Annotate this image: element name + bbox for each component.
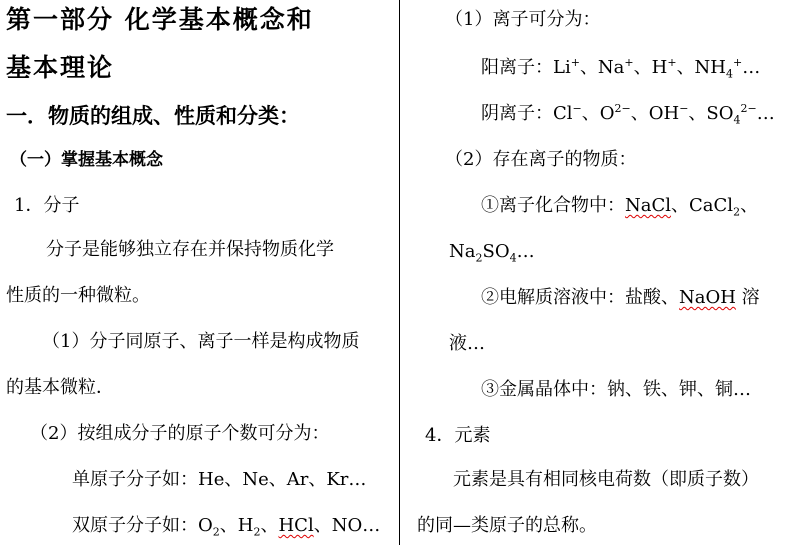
part-title-line-2: 基本理论 [6,53,115,82]
paragraph-line: 性质的一种微粒。 [6,285,150,306]
part-title-line-1: 第一部分 化学基本概念和 [6,5,314,34]
ionic-compounds-continued: $Na_2SO_4\dots$ [449,241,535,265]
ionic-compounds-line: ①离子化合物中：NaCl、CaCl$_2$、 [481,195,759,219]
ion-classification-heading: （1）离子可分为： [445,9,601,30]
paragraph-line: 元素是具有相同核电荷数（即质子数） [453,469,759,490]
column-divider [399,0,400,545]
paragraph-line: 分子是能够独立存在并保持物质化学 [46,239,334,260]
metal-crystal-line: ③金属晶体中：钠、铁、钾、铜… [481,379,751,400]
section-heading: 一．物质的组成、性质和分类： [6,103,300,128]
item-heading-molecule: 1．分子 [14,195,80,216]
anion-examples: 阴离子：Cl−、$O^{2-}$、OH−、$SO_4^{2-}\dots$ [481,102,775,127]
item-heading-element: 4．元素 [425,425,491,446]
electrolyte-solution-line: ②电解质溶液中：盐酸、NaOH 溶 [481,287,760,308]
ionic-substances-heading: （2）存在离子的物质： [445,149,637,170]
monatomic-examples: 单原子分子如：He、Ne、Ar、Kr… [72,469,367,490]
cation-examples: 阳离子：Li+、Na+、H+、$NH_4^+\dots$ [481,56,761,81]
paragraph-line: （1）分子同原子、离子一样是构成物质 [42,331,360,352]
diatomic-examples: 双原子分子如：$O_2$、$H_2$、HCl、NO… [72,515,381,539]
paragraph-line: （2）按组成分子的原子个数可分为： [30,423,330,444]
paragraph-line: 的同—类原子的总称。 [417,515,597,536]
paragraph-line: 的基本微粒． [6,377,114,398]
subsection-heading: （一）掌握基本概念 [10,150,163,170]
electrolyte-solution-continued: 液… [449,333,485,354]
